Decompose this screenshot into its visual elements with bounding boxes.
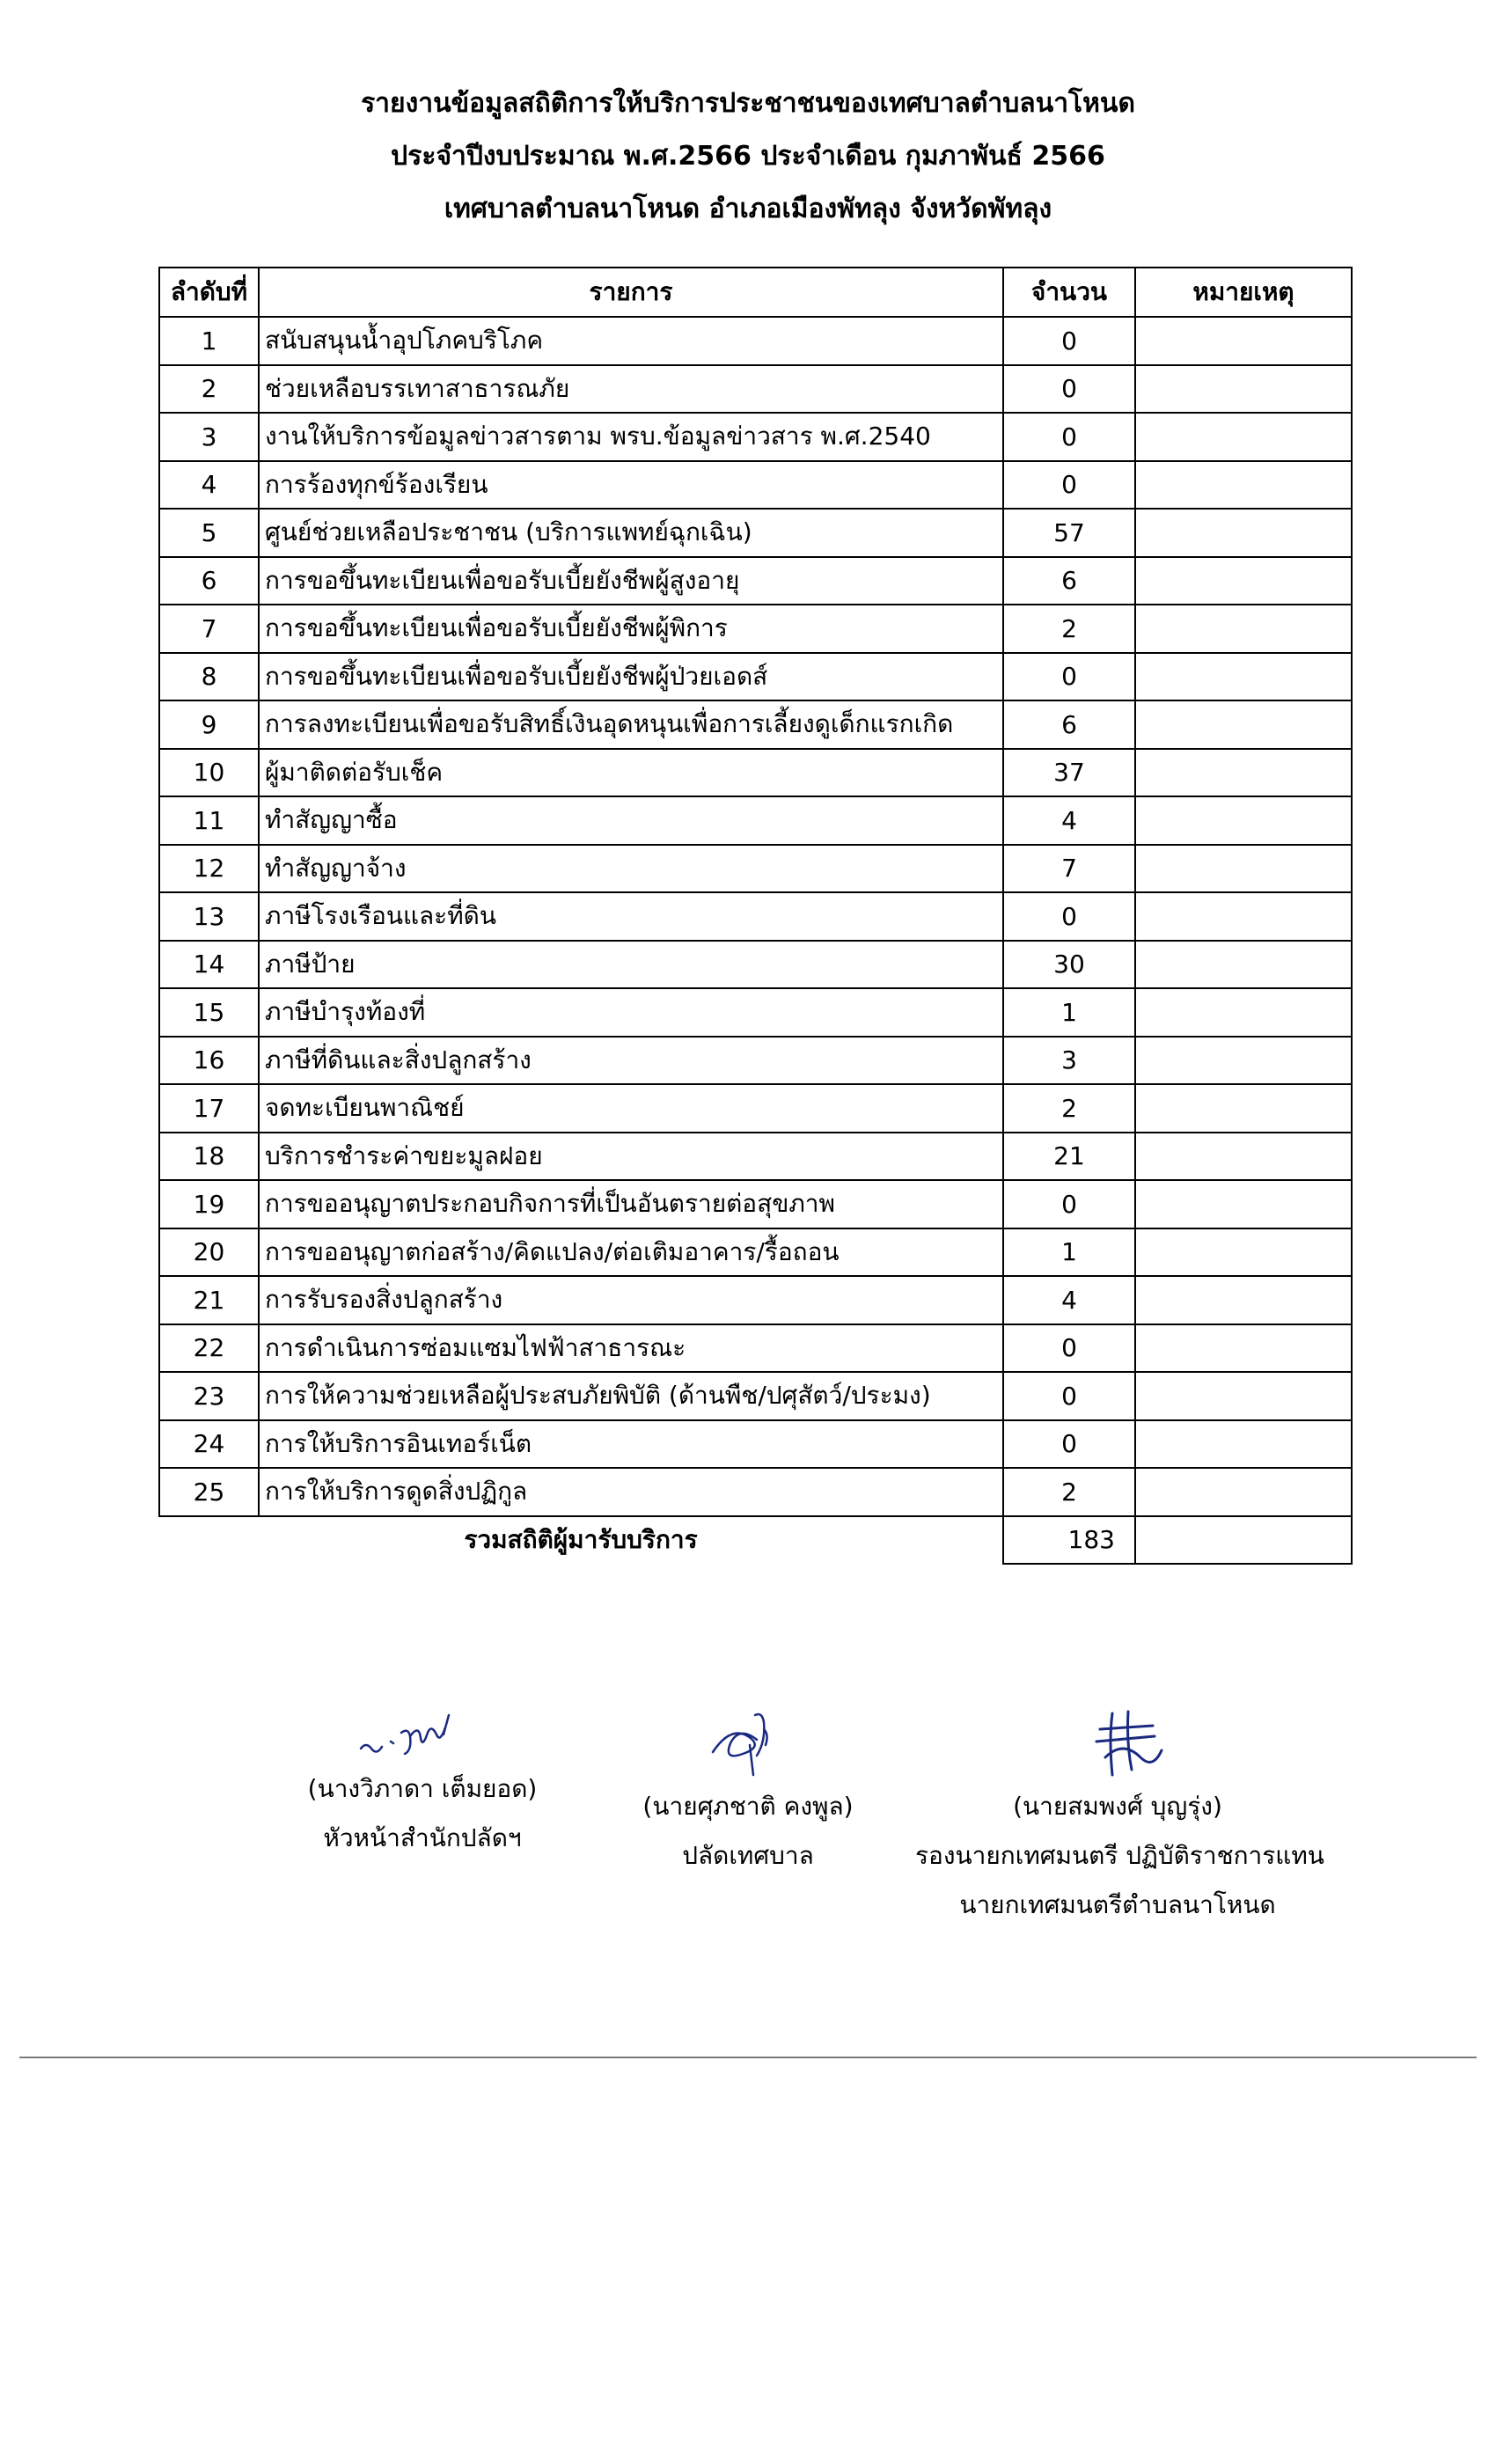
row-number-cell: 3: [159, 413, 259, 461]
row-quantity-cell: 0: [1003, 1420, 1135, 1469]
row-number-cell: 18: [159, 1133, 259, 1181]
row-number-cell: 15: [159, 988, 259, 1037]
signer-title: ปลัดเทศบาล: [682, 1841, 814, 1870]
table-row: [159, 1180, 1352, 1228]
row-quantity-cell: 30: [1003, 941, 1135, 989]
row-quantity-cell: 0: [1003, 365, 1135, 414]
table-row: [159, 317, 1352, 365]
row-number-cell: 6: [159, 557, 259, 605]
row-note-cell: [1135, 1324, 1352, 1373]
table-row: [159, 1372, 1352, 1420]
row-quantity-cell: 2: [1003, 1468, 1135, 1516]
row-number-cell: 23: [159, 1372, 259, 1420]
table-row: [159, 845, 1352, 893]
signature-mark: [1021, 1703, 1214, 1782]
row-item-cell: ภาษีที่ดินและสิ่งปลูกสร้าง: [259, 1037, 1003, 1085]
row-quantity-cell: 4: [1003, 1276, 1135, 1324]
row-number-cell: 17: [159, 1084, 259, 1133]
page-divider: [19, 2057, 1477, 2058]
row-item-cell: ภาษีบำรุงท้องที่: [259, 988, 1003, 1037]
row-quantity-cell: 0: [1003, 1324, 1135, 1373]
signer-title: รองนายกเทศมนตรี ปฏิบัติราชการแทน: [915, 1841, 1324, 1870]
row-quantity-cell: 4: [1003, 796, 1135, 845]
column-header-no: ลำดับที่: [159, 268, 259, 317]
report-period: ประจำปีงบประมาณ พ.ศ.2566 ประจำเดือน กุมภาพันธ์ 2566: [391, 141, 1105, 172]
row-item-cell: การขออนุญาตประกอบกิจการที่เป็นอันตรายต่อสุขภาพ: [259, 1180, 1003, 1228]
row-number-cell: 12: [159, 845, 259, 893]
row-note-cell: [1135, 509, 1352, 557]
row-quantity-cell: 0: [1003, 317, 1135, 365]
row-note-cell: [1135, 365, 1352, 414]
row-item-cell: ผู้มาติดต่อรับเช็ค: [259, 749, 1003, 797]
table-row: [159, 557, 1352, 605]
row-number-cell: 21: [159, 1276, 259, 1324]
table-row: [159, 941, 1352, 989]
table-row: [159, 365, 1352, 414]
row-item-cell: จดทะเบียนพาณิชย์: [259, 1084, 1003, 1133]
row-quantity-cell: 0: [1003, 461, 1135, 510]
row-number-cell: 25: [159, 1468, 259, 1516]
row-note-cell: [1135, 317, 1352, 365]
row-number-cell: 24: [159, 1420, 259, 1469]
row-quantity-cell: 0: [1003, 653, 1135, 701]
row-note-cell: [1135, 1133, 1352, 1181]
table-row: [159, 892, 1352, 941]
row-note-cell: [1135, 796, 1352, 845]
column-header-item: รายการ: [259, 268, 1003, 317]
row-note-cell: [1135, 1468, 1352, 1516]
row-item-cell: การลงทะเบียนเพื่อขอรับสิทธิ์เงินอุดหนุนเพื่อการเลี้ยงดูเด็กแรกเกิด: [259, 700, 1003, 749]
row-item-cell: การขอขึ้นทะเบียนเพื่อขอรับเบี้ยยังชีพผู้พิการ: [259, 605, 1003, 653]
row-quantity-cell: 3: [1003, 1037, 1135, 1085]
signature-block-deputy-mayor: [915, 1703, 1324, 1930]
signature-mark: [326, 1703, 519, 1764]
row-note-cell: [1135, 749, 1352, 797]
row-quantity-cell: 0: [1003, 892, 1135, 941]
row-note-cell: [1135, 941, 1352, 989]
table-row: [159, 1276, 1352, 1324]
table-row: [159, 1084, 1352, 1133]
row-quantity-cell: 37: [1003, 749, 1135, 797]
row-item-cell: ศูนย์ช่วยเหลือประชาชน (บริการแพทย์ฉุกเฉิน): [259, 509, 1003, 557]
report-header: [0, 77, 1496, 236]
row-item-cell: การให้บริการอินเทอร์เน็ต: [259, 1420, 1003, 1469]
table-row: [159, 796, 1352, 845]
row-number-cell: 9: [159, 700, 259, 749]
signer-name: (นางวิภาดา เต็มยอด): [307, 1774, 538, 1803]
row-item-cell: งานให้บริการข้อมูลข่าวสารตาม พรบ.ข้อมูลข่าวสาร พ.ศ.2540: [259, 413, 1003, 461]
signer-name: (นายสมพงศ์ บุญรุ่ง): [1013, 1792, 1222, 1821]
row-item-cell: ช่วยเหลือบรรเทาสาธารณภัย: [259, 365, 1003, 414]
row-item-cell: การให้บริการดูดสิ่งปฏิกูล: [259, 1468, 1003, 1516]
row-quantity-cell: 0: [1003, 413, 1135, 461]
table-row: [159, 1228, 1352, 1277]
row-note-cell: [1135, 1084, 1352, 1133]
row-note-cell: [1135, 1037, 1352, 1085]
table-row: [159, 749, 1352, 797]
row-quantity-cell: 2: [1003, 605, 1135, 653]
row-number-cell: 5: [159, 509, 259, 557]
row-item-cell: ทำสัญญาจ้าง: [259, 845, 1003, 893]
report-title: รายงานข้อมูลสถิติการให้บริการประชาชนของเทศบาลตำบลนาโหนด: [361, 88, 1135, 119]
row-quantity-cell: 57: [1003, 509, 1135, 557]
row-number-cell: 1: [159, 317, 259, 365]
row-item-cell: ทำสัญญาซื้อ: [259, 796, 1003, 845]
report-organization: เทศบาลตำบลนาโหนด อำเภอเมืองพัทลุง จังหวัดพัทลุง: [444, 194, 1052, 224]
row-note-cell: [1135, 1228, 1352, 1277]
total-note-cell: [1135, 1516, 1352, 1565]
row-number-cell: 13: [159, 892, 259, 941]
signature-block-municipal-clerk: [590, 1703, 906, 1881]
row-note-cell: [1135, 988, 1352, 1037]
signer-title: หัวหน้าสำนักปลัดฯ: [323, 1823, 522, 1852]
row-quantity-cell: 6: [1003, 557, 1135, 605]
table-row: [159, 1037, 1352, 1085]
row-note-cell: [1135, 605, 1352, 653]
table-row: [159, 413, 1352, 461]
table-row: [159, 1420, 1352, 1469]
row-quantity-cell: 1: [1003, 988, 1135, 1037]
row-item-cell: การรับรองสิ่งปลูกสร้าง: [259, 1276, 1003, 1324]
row-number-cell: 14: [159, 941, 259, 989]
row-note-cell: [1135, 1180, 1352, 1228]
total-row: [159, 1516, 1352, 1565]
row-note-cell: [1135, 700, 1352, 749]
row-number-cell: 4: [159, 461, 259, 510]
table-row: [159, 700, 1352, 749]
row-item-cell: การร้องทุกข์ร้องเรียน: [259, 461, 1003, 510]
signer-name: (นายศุภชาติ คงพูล): [642, 1792, 854, 1821]
row-note-cell: [1135, 461, 1352, 510]
row-number-cell: 22: [159, 1324, 259, 1373]
total-label: รวมสถิติผู้มารับบริการ: [159, 1516, 1003, 1565]
row-note-cell: [1135, 557, 1352, 605]
table-row: [159, 988, 1352, 1037]
row-item-cell: การขอขึ้นทะเบียนเพื่อขอรับเบี้ยยังชีพผู้สูงอายุ: [259, 557, 1003, 605]
row-item-cell: การขออนุญาตก่อสร้าง/คิดแปลง/ต่อเติมอาคาร/รื้อถอน: [259, 1228, 1003, 1277]
table-row: [159, 1324, 1352, 1373]
row-note-cell: [1135, 653, 1352, 701]
row-quantity-cell: 21: [1003, 1133, 1135, 1181]
column-header-qty: จำนวน: [1003, 268, 1135, 317]
row-quantity-cell: 0: [1003, 1372, 1135, 1420]
row-quantity-cell: 6: [1003, 700, 1135, 749]
table-row: [159, 461, 1352, 510]
table-body: [159, 317, 1352, 1516]
total-value: 183: [1003, 1516, 1135, 1565]
table-row: [159, 653, 1352, 701]
signature-block-section-head: [264, 1703, 581, 1863]
row-number-cell: 19: [159, 1180, 259, 1228]
table-row: [159, 1468, 1352, 1516]
table-row: [159, 1133, 1352, 1181]
row-note-cell: [1135, 413, 1352, 461]
signature-section: [0, 1703, 1496, 1932]
row-item-cell: การดำเนินการซ่อมแซมไฟฟ้าสาธารณะ: [259, 1324, 1003, 1373]
row-number-cell: 8: [159, 653, 259, 701]
row-note-cell: [1135, 1372, 1352, 1420]
row-quantity-cell: 1: [1003, 1228, 1135, 1277]
row-item-cell: ภาษีโรงเรือนและที่ดิน: [259, 892, 1003, 941]
row-item-cell: ภาษีป้าย: [259, 941, 1003, 989]
row-number-cell: 20: [159, 1228, 259, 1277]
row-number-cell: 2: [159, 365, 259, 414]
row-number-cell: 7: [159, 605, 259, 653]
table-row: [159, 605, 1352, 653]
row-number-cell: 16: [159, 1037, 259, 1085]
row-quantity-cell: 0: [1003, 1180, 1135, 1228]
row-item-cell: สนับสนุนน้ำอุปโภคบริโภค: [259, 317, 1003, 365]
table-header-row: [159, 268, 1352, 317]
signer-title-continued: นายกเทศมนตรีตำบลนาโหนด: [959, 1890, 1276, 1919]
row-quantity-cell: 7: [1003, 845, 1135, 893]
row-number-cell: 10: [159, 749, 259, 797]
service-statistics-table: [158, 267, 1353, 1565]
row-item-cell: การให้ความช่วยเหลือผู้ประสบภัยพิบัติ (ด้านพืช/ปศุสัตว์/ประมง): [259, 1372, 1003, 1420]
signature-mark: [651, 1703, 845, 1782]
column-header-note: หมายเหตุ: [1135, 268, 1352, 317]
row-note-cell: [1135, 1276, 1352, 1324]
row-number-cell: 11: [159, 796, 259, 845]
row-note-cell: [1135, 892, 1352, 941]
table-row: [159, 509, 1352, 557]
row-quantity-cell: 2: [1003, 1084, 1135, 1133]
row-item-cell: บริการชำระค่าขยะมูลฝอย: [259, 1133, 1003, 1181]
row-note-cell: [1135, 1420, 1352, 1469]
row-item-cell: การขอขึ้นทะเบียนเพื่อขอรับเบี้ยยังชีพผู้ป่วยเอดส์: [259, 653, 1003, 701]
row-note-cell: [1135, 845, 1352, 893]
